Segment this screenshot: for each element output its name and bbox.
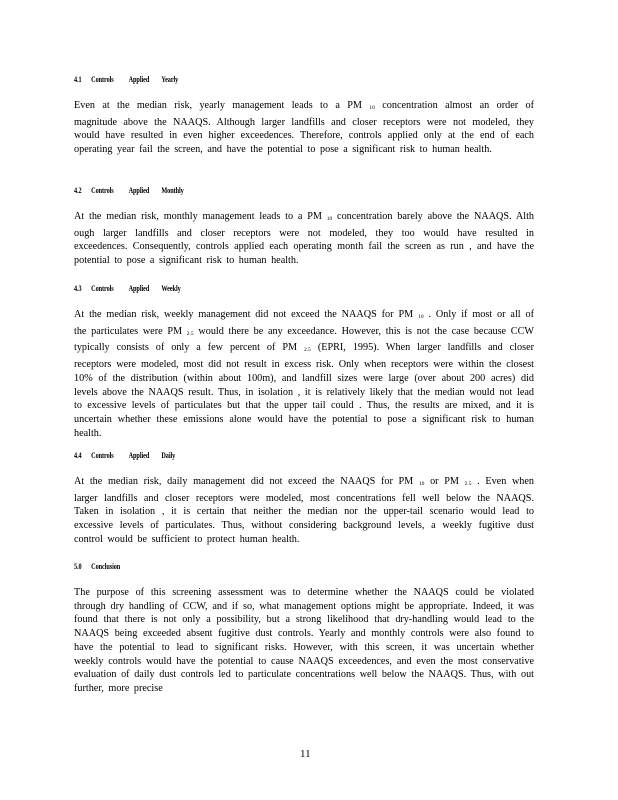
- section-heading-5-0: [74, 562, 120, 571]
- section-title-word: Daily: [161, 451, 176, 460]
- section-number: 4.1: [74, 75, 82, 84]
- pm-subscript: 2.5: [186, 330, 194, 337]
- section-title-word: Applied: [128, 186, 150, 195]
- section-title-word: Applied: [128, 451, 150, 460]
- section-title-word: Controls: [91, 451, 114, 460]
- pm-subscript: 10: [369, 105, 375, 111]
- section-heading-4-2: [74, 186, 184, 195]
- section-heading-4-1: [74, 75, 178, 84]
- section-title-word: Yearly: [161, 75, 179, 84]
- section-paragraph-4-1: Even at the median risk, yearly management leads to a PM 10 concentration almost an order of magnitude above the NAAQS. Although larger landfills and closer receptors were not modeled, they would have resulted in even higher exceedences. Therefore, controls applied only at the end of each operating year fail the screen, and have the potential to pose a significant risk to human health.: [74, 100, 534, 156]
- section-title-word: Controls: [91, 186, 114, 195]
- section-number: 4.2: [74, 186, 82, 195]
- section-number: 4.3: [74, 284, 82, 293]
- section-title-word: Controls: [91, 75, 114, 84]
- pm-subscript: 10: [418, 314, 424, 320]
- section-title-word: Applied: [128, 284, 150, 293]
- pm-subscript: 2.5: [304, 347, 311, 354]
- section-heading-4-3: [74, 284, 181, 293]
- section-number: 4.4: [74, 451, 82, 460]
- section-paragraph-4-4: At the median risk, daily management did not exceed the NAAQS for PM 10 or PM 2.5 . Even when larger landfills and closer receptors were modeled, most concentrations fell well below the NAAQS. Taken in isolation , it is certain that neither the median nor the upper-tail scenario would lead to excessive levels of particulates. Thus, without considering background levels, a weekly fugitive dust control would be sufficient to protect human health.: [74, 476, 535, 545]
- section-paragraph-4-2: At the median risk, monthly management leads to a PM 10 concentration barely above the NAAQS. Alth ough larger landfills and closer receptors were not modeled, they too would have resulted in exceedences. Consequently, controls applied each operating month fail the screen as run , and have the potential to pose a significant risk to human health.: [74, 211, 534, 267]
- section-title-word: Weekly: [161, 284, 181, 293]
- section-title-word: Conclusion: [91, 562, 121, 571]
- page-number: 11: [300, 748, 311, 760]
- section-title-word: Controls: [91, 284, 114, 293]
- section-heading-4-4: [74, 451, 175, 460]
- section-number: 5.0: [74, 562, 82, 571]
- pm-subscript: 10: [326, 216, 333, 222]
- pm-subscript: 2.5: [464, 481, 472, 487]
- section-title-word: Applied: [128, 75, 150, 84]
- section-title-word: Monthly: [161, 186, 184, 195]
- section-paragraph-5-0: The purpose of this screening assessment was to determine whether the NAAQS could be violated through dry handling of CCW, and if so, what management options might be appropriate. Indeed, it was found that there is not only a possibility, but a strong likelihood that dry-handling would lead to the NAAQS being exceeded absent fugitive dust controls. Yearly and monthly controls were also found to have the potential to lead to significant risks. However, with this screen, it was uncertain whether weekly controls would have the potential to cause NAAQS exceedences, and even the most conservative evaluation of daily dust controls led to particulate concentrations well below the NAAQS. Thus, with out further, more precise: [74, 587, 534, 694]
- section-paragraph-4-3: At the median risk, weekly management did not exceed the NAAQS for PM 10 . Only if most or all of the particulates were PM 2.5 would there be any exceedance. However, this is not the case because CCW typically consists of only a few percent of PM 2.5 (EPRI, 1995). When larger landfills and closer receptors were modeled, most did not result in excess risk. Only when receptors were within the closest 10% of the distribution (within about 100m), and landfill sizes were large (over about 200 acres) did levels above the NAAQS result. Thus, in isolation , it is relatively likely that the median would not lead to excessive levels of particulates but that the upper tail could . Thus, the results are mixed, and it is uncertain whether these emissions alone would have the potential to pose a significant risk to human health.: [74, 309, 535, 439]
- pm-subscript: 10: [418, 481, 425, 487]
